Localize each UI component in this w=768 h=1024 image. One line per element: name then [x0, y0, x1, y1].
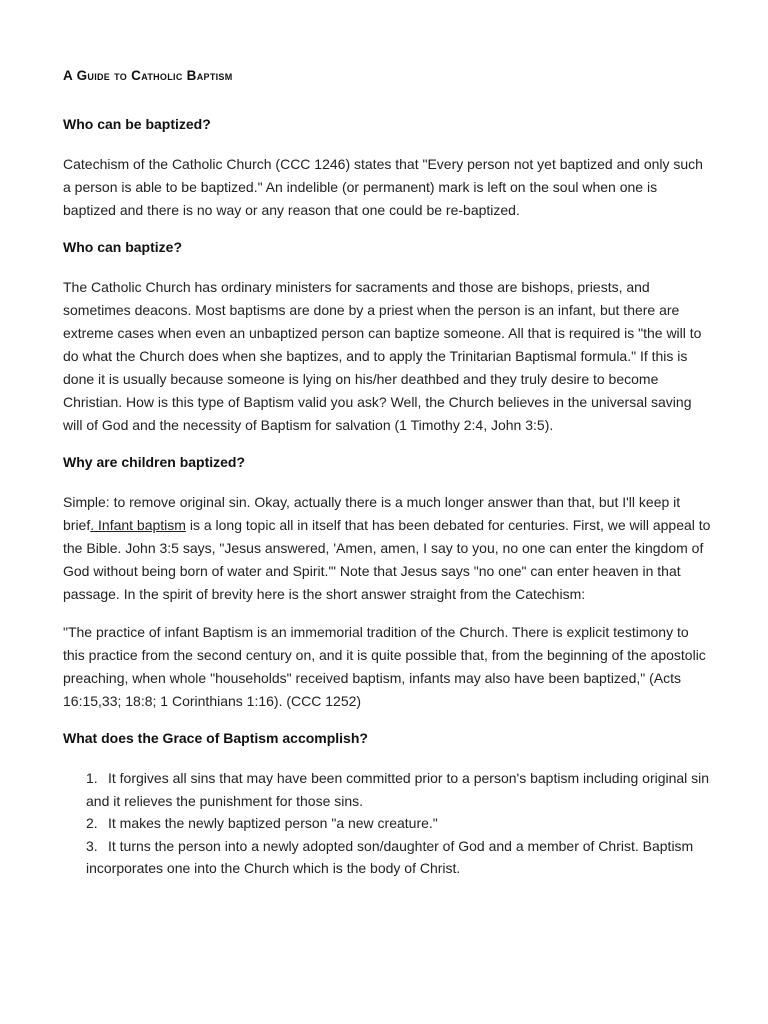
infant-baptism-link[interactable]: . Infant baptism [90, 517, 186, 533]
list-item [86, 835, 713, 880]
list-item-number: 3. [86, 837, 98, 854]
paragraph-who-can-baptize: The Catholic Church has ordinary ministers for sacraments and those are bishops, priests, and sometimes deacons. Most baptisms are done by a priest when the person is an infant, but there are extreme cases when even an unbaptized person can baptize someone. All that is required is "the will to do what the Church does when she baptizes, and to apply the Trinitarian Baptismal formula." If this is done it is usually because someone is lying on his/her deathbed and they truly desire to become Christian. How is this type of Baptism valid you ask? Well, the Church believes in the universal saving will of God and the necessity of Baptism for salvation (1 Timothy 2:4, John 3:5). [63, 279, 702, 433]
heading-grace-of-baptism: What does the Grace of Baptism accomplish? [63, 730, 368, 746]
list-item [86, 767, 713, 812]
paragraph-text-end: is a long topic all in itself that has been debated for centuries. First, we will appeal to the Bible. John 3:5 says, "Jesus answered, 'Amen, amen, I say to you, no one can enter the kingdom of God without being born of water and Spirit.'" Note that Jesus says "no one" can enter heaven in that passage. In the spirit of brevity here is the short answer straight from the Catechism: [63, 517, 711, 602]
paragraph-who-can-be-baptized: Catechism of the Catholic Church (CCC 1246) states that "Every person not yet baptized and only such a person is able to be baptized." An indelible (or permanent) mark is left on the soul when one is baptized and there is no way or any reason that one could be re-baptized. [63, 156, 703, 218]
list-item-text: It forgives all sins that may have been committed prior to a person's baptism including original sin and it relieves the punishment for those sins. [86, 770, 710, 809]
paragraph-why-children-baptized [63, 491, 713, 606]
catechism-quote: "The practice of infant Baptism is an immemorial tradition of the Church. There is explicit testimony to this practice from the second century on, and it is quite possible that, from the beginning of the apostolic preaching, when whole "households" received baptism, infants may also have been baptized," (Acts 16:15,33; 18:8; 1 Corinthians 1:16). (CCC 1252) [63, 624, 706, 709]
list-item-text: It makes the newly baptized person "a new creature." [108, 815, 438, 831]
document-title: A Guide to Catholic Baptism [63, 68, 233, 83]
heading-who-can-baptize: Who can baptize? [63, 239, 182, 255]
list-item-number: 2. [86, 815, 98, 831]
paragraph-text-start: Simple: to remove original sin. Okay, actually there is a much longer answer than that, but I'll keep it brief [63, 494, 681, 533]
grace-list [63, 767, 713, 880]
heading-why-children-baptized: Why are children baptized? [63, 454, 246, 470]
document-page [63, 66, 713, 880]
list-item-number: 1. [86, 770, 98, 786]
list-item-text: It turns the person into a newly adopted son/daughter of God and a member of Christ. Baptism incorporates one into the Church which is the body of Christ. [86, 837, 694, 876]
list-item [86, 812, 713, 835]
heading-who-can-be-baptized: Who can be baptized? [63, 116, 211, 132]
